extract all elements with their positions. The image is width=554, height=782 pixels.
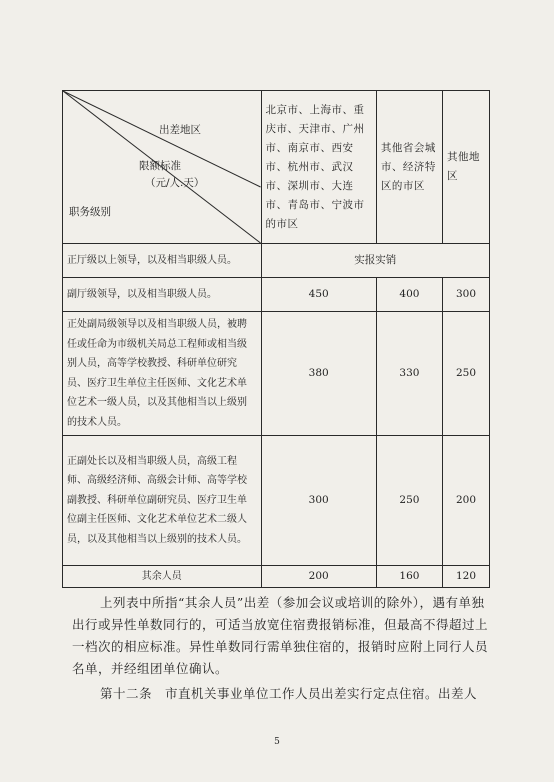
value-cell: 120	[443, 566, 490, 588]
table-row	[63, 244, 490, 278]
table-row	[63, 278, 490, 312]
region-header-3: 其他地区	[443, 91, 490, 244]
value-cell: 200	[261, 566, 376, 588]
duty-cell: 正厅级以上领导，以及相当职级人员。	[63, 244, 262, 278]
limit-unit-label: （元/人.天）	[145, 177, 205, 189]
region-axis-label: 出差地区	[159, 124, 201, 136]
duty-cell: 正处副局级领导以及相当职级人员，被聘任或任命为市级机关局总工程师或相当级别人员，高等学校教授、科研单位研究员、医疗卫生单位主任医师、文化艺术单位艺术一级人员，以及其他相当以上级别的技术人员。	[63, 312, 262, 436]
value-cell: 450	[261, 278, 376, 312]
page-number: 5	[274, 737, 280, 747]
table-header-row	[63, 91, 490, 244]
table-row	[63, 436, 490, 566]
duty-cell: 副厅级领导，以及相当职级人员。	[63, 278, 262, 312]
value-cell: 160	[376, 566, 442, 588]
value-cell: 250	[376, 436, 442, 566]
value-cell: 250	[443, 312, 490, 436]
value-cell: 200	[443, 436, 490, 566]
value-cell: 400	[376, 278, 442, 312]
value-cell: 330	[376, 312, 442, 436]
duty-cell: 其余人员	[63, 566, 262, 588]
limit-axis-label: 限额标准	[139, 160, 181, 172]
value-cell: 300	[443, 278, 490, 312]
diagonal-header-cell	[63, 91, 262, 244]
article-12-paragraph: 第十二条 市直机关事业单位工作人员出差实行定点住宿。出差人	[100, 686, 478, 701]
duty-cell: 正副处长以及相当职级人员，高级工程师、高级经济师、高级会计师、高等学校副教授、科研单位副研究员、医疗卫生单位副主任医师、文化艺术单位艺术二级人员，以及其他相当以上级别的技术人员。	[63, 436, 262, 566]
region-header-2: 其他省会城市、经济特区的市区	[376, 91, 442, 244]
table-row	[63, 312, 490, 436]
duty-axis-label: 职务级别	[69, 206, 111, 218]
accommodation-standard-table	[62, 90, 490, 588]
table-row	[63, 566, 490, 588]
merged-value-cell: 实报实销	[261, 244, 489, 278]
value-cell: 380	[261, 312, 376, 436]
region-header-1: 北京市、上海市、重庆市、天津市、广州市、南京市、西安市、杭州市、武汉市、深圳市、大连市、青岛市、宁波市的市区	[261, 91, 376, 244]
explanatory-paragraph: 上列表中所指“其余人员”出差（参加会议或培训的除外），遇有单独出行或异性单数同行的，可适当放宽住宿费报销标准，但最高不得超过上一档次的相应标准。异性单数同行需单独住宿的，报销时应附上同行人员名单，并经组团单位确认。	[72, 595, 489, 676]
value-cell: 300	[261, 436, 376, 566]
